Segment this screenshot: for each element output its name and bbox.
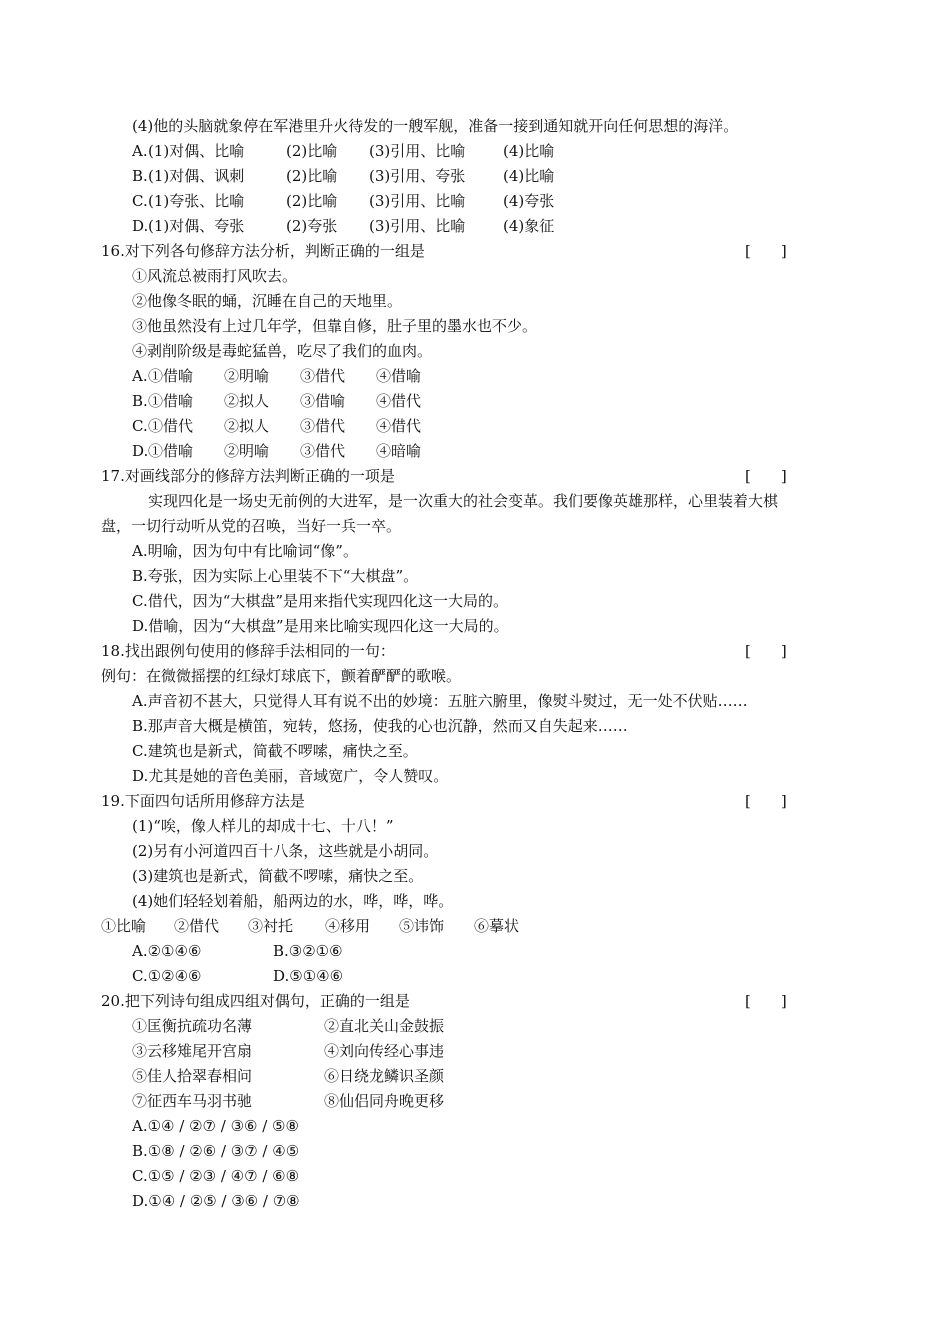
option-col-2: ②明喻 <box>224 367 270 385</box>
q19-item-2: (2)另有小河道四百十八条，这些就是小胡同。 <box>132 842 439 860</box>
q19-option-d: D.⑤①④⑥ <box>273 967 344 985</box>
option-col-2: ②明喻 <box>224 442 270 460</box>
option-col-3: ③借代 <box>300 417 346 435</box>
q19-option-a: A.②①④⑥ <box>132 942 202 960</box>
q16-item-3: ③他虽然没有上过几年学，但靠自修，肚子里的墨水也不少。 <box>132 317 538 335</box>
option-col-2: (2)比喻 <box>286 167 338 185</box>
option-col-4: (4)比喻 <box>503 167 555 185</box>
option-letter: A. <box>132 367 148 385</box>
q16-answer-bracket: [ ] <box>745 242 787 260</box>
q17-option-a: A.明喻，因为句中有比喻词“像”。 <box>132 542 358 560</box>
option-col-1: (1)对偶、讽刺 <box>148 167 245 185</box>
q19-item-4: (4)她们轻轻划着船，船两边的水，哗，哗，哗。 <box>132 892 454 910</box>
option-col-4: (4)夸张 <box>503 192 555 210</box>
method-item: ②借代 <box>174 917 220 935</box>
method-item: ④移用 <box>325 917 371 935</box>
q20-stem: 20.把下列诗句组成四组对偶句，正确的一组是 <box>101 992 410 1010</box>
option-col-1: ①借喻 <box>148 392 194 410</box>
q18-example: 例句：在微微摇摆的红绿灯球底下，颤着酽酽的歌喉。 <box>101 667 462 685</box>
verse-line: ②直北关山金鼓振 <box>324 1017 445 1035</box>
q17-passage-line-1: 实现四化是一场史无前例的大进军，是一次重大的社会变革。我们要像英雄那样，心里装着大棋 <box>148 492 779 510</box>
q16-item-1: ①风流总被雨打风吹去。 <box>132 267 298 285</box>
verse-line: ⑥日绕龙鳞识圣颜 <box>324 1067 445 1085</box>
q18-option-d: D.尤其是她的音色美丽，音域宽广，令人赞叹。 <box>132 767 449 785</box>
q17-passage-line-2: 盘，一切行动听从党的召唤，当好一兵一卒。 <box>101 517 402 535</box>
q17-answer-bracket: [ ] <box>745 467 787 485</box>
option-letter: C. <box>132 417 148 435</box>
option-col-4: ④借喻 <box>376 367 422 385</box>
q20-option-b: B.①⑧ / ②⑥ / ③⑦ / ④⑤ <box>132 1142 300 1160</box>
option-col-2: (2)夸张 <box>286 217 338 235</box>
option-col-1: ①借喻 <box>148 367 194 385</box>
option-col-1: ①借喻 <box>148 442 194 460</box>
q19-item-1: (1)“唉，像人样儿的却成十七、十八！” <box>132 817 394 835</box>
q17-option-b: B.夸张，因为实际上心里装不下“大棋盘”。 <box>132 567 419 585</box>
option-letter: A. <box>132 142 148 160</box>
q17-option-c: C.借代，因为“大棋盘”是用来指代实现四化这一大局的。 <box>132 592 509 610</box>
option-letter: C. <box>132 192 148 210</box>
q18-option-a: A.声音初不甚大，只觉得人耳有说不出的妙境：五脏六腑里，像熨斗熨过，无一处不伏贴…… <box>132 692 748 710</box>
option-letter: D. <box>132 217 149 235</box>
option-col-4: ④暗喻 <box>376 442 422 460</box>
verse-line: ④刘向传经心事违 <box>324 1042 445 1060</box>
option-col-3: (3)引用、比喻 <box>369 142 466 160</box>
option-col-1: (1)对偶、夸张 <box>148 217 245 235</box>
verse-line: ⑦征西车马羽书驰 <box>132 1092 253 1110</box>
option-col-2: ②拟人 <box>224 392 270 410</box>
q17-stem: 17.对画线部分的修辞方法判断正确的一项是 <box>101 467 395 485</box>
option-col-3: (3)引用、比喻 <box>369 192 466 210</box>
q19-answer-bracket: [ ] <box>745 792 787 810</box>
option-col-4: ④借代 <box>376 392 422 410</box>
q19-item-3: (3)建筑也是新式，简截不啰嗦，痛快之至。 <box>132 867 424 885</box>
option-col-4: (4)象征 <box>503 217 555 235</box>
option-letter: D. <box>132 442 149 460</box>
q18-option-c: C.建筑也是新式，简截不啰嗦，痛快之至。 <box>132 742 418 760</box>
method-item: ①比喻 <box>101 917 147 935</box>
option-letter: B. <box>132 167 148 185</box>
q18-answer-bracket: [ ] <box>745 642 787 660</box>
q18-option-b: B.那声音大概是横笛，宛转，悠扬，使我的心也沉静，然而又自失起来…… <box>132 717 628 735</box>
option-col-2: (2)比喻 <box>286 192 338 210</box>
q15-item-4: (4)他的头脑就象停在军港里升火待发的一艘军舰，准备一接到通知就开向任何思想的海洋。 <box>132 117 739 135</box>
q19-option-b: B.③②①⑥ <box>273 942 343 960</box>
option-col-3: (3)引用、比喻 <box>369 217 466 235</box>
q16-item-4: ④剥削阶级是毒蛇猛兽，吃尽了我们的血肉。 <box>132 342 433 360</box>
verse-line: ⑧仙侣同舟晚更移 <box>324 1092 445 1110</box>
q17-option-d: D.借喻，因为“大棋盘”是用来比喻实现四化这一大局的。 <box>132 617 509 635</box>
option-col-3: (3)引用、夸张 <box>369 167 466 185</box>
q20-option-a: A.①④ / ②⑦ / ③⑥ / ⑤⑧ <box>132 1117 299 1135</box>
q20-answer-bracket: [ ] <box>745 992 787 1010</box>
option-col-2: (2)比喻 <box>286 142 338 160</box>
option-col-1: (1)夸张、比喻 <box>148 192 245 210</box>
verse-line: ③云移雉尾开宫扇 <box>132 1042 253 1060</box>
option-col-3: ③借代 <box>300 442 346 460</box>
option-letter: B. <box>132 392 148 410</box>
method-item: ③衬托 <box>248 917 294 935</box>
q16-item-2: ②他像冬眠的蛹，沉睡在自己的天地里。 <box>132 292 403 310</box>
option-col-2: ②拟人 <box>224 417 270 435</box>
q18-stem: 18.找出跟例句使用的修辞手法相同的一句： <box>101 642 395 660</box>
q20-option-c: C.①⑤ / ②③ / ④⑦ / ⑥⑧ <box>132 1167 300 1185</box>
verse-line: ⑤佳人拾翠春相问 <box>132 1067 253 1085</box>
option-col-4: (4)比喻 <box>503 142 555 160</box>
verse-line: ①匡衡抗疏功名薄 <box>132 1017 253 1035</box>
option-col-3: ③借代 <box>300 367 346 385</box>
method-item: ⑤讳饰 <box>399 917 445 935</box>
q19-stem: 19.下面四句话所用修辞方法是 <box>101 792 305 810</box>
option-col-4: ④借代 <box>376 417 422 435</box>
option-col-1: ①借代 <box>148 417 194 435</box>
q16-stem: 16.对下列各句修辞方法分析，判断正确的一组是 <box>101 242 425 260</box>
method-item: ⑥摹状 <box>474 917 520 935</box>
option-col-1: (1)对偶、比喻 <box>148 142 245 160</box>
q20-option-d: D.①④ / ②⑤ / ③⑥ / ⑦⑧ <box>132 1192 300 1210</box>
option-col-3: ③借喻 <box>300 392 346 410</box>
q19-option-c: C.①②④⑥ <box>132 967 202 985</box>
